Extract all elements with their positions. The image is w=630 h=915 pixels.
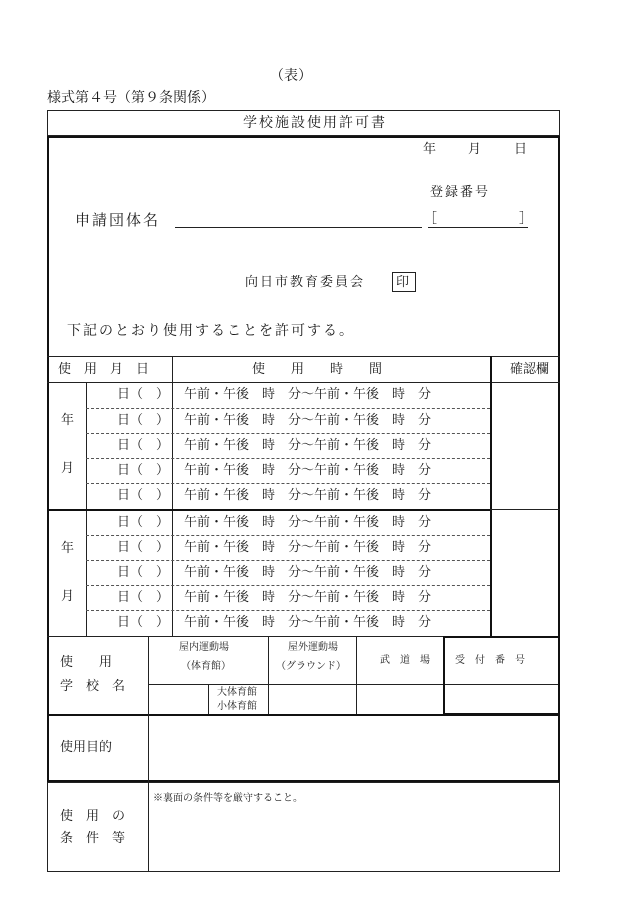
block1-row5-day: 日（ ） (117, 488, 170, 503)
conditions-vline (148, 782, 149, 872)
issuer-name: 向日市教育委員会 (245, 275, 366, 290)
block2-row3-time: 午前・午後 時 分～午前・午後 時 分 (184, 565, 432, 580)
purpose-vline (148, 714, 149, 782)
block1-row1-time: 午前・午後 時 分～午前・午後 時 分 (184, 387, 432, 402)
row-divider (86, 560, 490, 561)
block2-row1-day: 日（ ） (117, 515, 170, 530)
header-date: 使 用 月 日 (58, 362, 150, 377)
row-divider (86, 535, 490, 536)
block1-row5-time: 午前・午後 時 分～午前・午後 時 分 (184, 488, 432, 503)
applicant-label: 申請団体名 (75, 211, 161, 229)
date-year: 年 (423, 142, 437, 157)
conditions-label-1: 使 用 の (60, 809, 126, 824)
applicant-name-field[interactable] (175, 227, 422, 228)
block2-row2-time: 午前・午後 時 分～午前・午後 時 分 (184, 540, 432, 555)
date-month: 月 (468, 142, 482, 157)
block2-year: 年 (61, 541, 75, 556)
block-divider (47, 509, 491, 511)
permit-statement: 下記のとおり使用することを許可する。 (67, 323, 355, 339)
registration-bracket-open: ［ (423, 211, 437, 227)
facility-vline-3 (356, 636, 357, 715)
row-divider (86, 433, 490, 434)
conditions-note: ※裏面の条件等を厳守すること。 (153, 793, 303, 804)
block1-year: 年 (61, 413, 75, 428)
conditions-box (47, 782, 560, 872)
page-side-label: （表） (270, 68, 312, 84)
row-divider (86, 408, 490, 409)
registration-number-field[interactable] (428, 227, 528, 228)
purpose-top-line (47, 714, 560, 716)
facility-vline-1 (148, 636, 149, 715)
indoor-label-1: 屋内運動場 (179, 642, 229, 653)
schedule-header-line (47, 382, 560, 383)
receipt-label: 受 付 番 号 (455, 655, 525, 666)
outdoor-label-2: （グラウンド） (276, 661, 346, 672)
conditions-label-2: 条 件 等 (60, 831, 126, 846)
block1-row4-time: 午前・午後 時 分～午前・午後 時 分 (184, 463, 432, 478)
block2-row5-day: 日（ ） (117, 615, 170, 630)
row-divider (86, 610, 490, 611)
schedule-vline-date (172, 356, 173, 636)
block1-row3-time: 午前・午後 時 分～午前・午後 時 分 (184, 438, 432, 453)
indoor-label-2: （体育館） (181, 661, 231, 672)
block2-row3-day: 日（ ） (117, 565, 170, 580)
schedule-top-line (47, 356, 560, 357)
block2-month: 月 (61, 589, 75, 604)
facility-vline-gym (208, 684, 209, 715)
facility-mid-line (148, 684, 444, 685)
block-divider-confirm (490, 509, 560, 510)
facility-label-1: 使 用 (60, 655, 113, 670)
registration-label: 登録番号 (430, 185, 491, 200)
registration-bracket-close: ］ (519, 211, 533, 227)
block2-row1-time: 午前・午後 時 分～午前・午後 時 分 (184, 515, 432, 530)
block2-row4-day: 日（ ） (117, 590, 170, 605)
big-gym-label: 大体育館 (217, 687, 257, 698)
block2-row2-day: 日（ ） (117, 540, 170, 555)
header-confirm: 確認欄 (510, 362, 550, 377)
block1-row4-day: 日（ ） (117, 463, 170, 478)
row-divider (86, 483, 490, 484)
row-divider (86, 458, 490, 459)
facility-vline-2 (268, 636, 269, 715)
facility-label-2: 学 校 名 (60, 679, 126, 694)
form-number: 様式第４号（第９条関係） (47, 90, 215, 106)
block2-row5-time: 午前・午後 時 分～午前・午後 時 分 (184, 615, 432, 630)
purpose-label: 使用目的 (60, 740, 113, 755)
block1-row2-day: 日（ ） (117, 413, 170, 428)
schedule-vline-confirm (490, 356, 492, 636)
outdoor-label-1: 屋外運動場 (288, 642, 338, 653)
block2-row4-time: 午前・午後 時 分～午前・午後 時 分 (184, 590, 432, 605)
block1-row2-time: 午前・午後 時 分～午前・午後 時 分 (184, 413, 432, 428)
page-title: 学校施設使用許可書 (243, 115, 387, 131)
small-gym-label: 小体育館 (217, 701, 257, 712)
seal-mark: 印 (396, 275, 410, 290)
receipt-mid-line (445, 684, 558, 685)
receipt-box (443, 636, 560, 715)
header-time: 使 用 時 間 (252, 362, 383, 377)
date-day: 日 (514, 142, 528, 157)
block1-row1-day: 日（ ） (117, 387, 170, 402)
budo-label: 武 道 場 (380, 655, 430, 666)
row-divider (86, 585, 490, 586)
block1-month: 月 (61, 461, 75, 476)
block1-row3-day: 日（ ） (117, 438, 170, 453)
